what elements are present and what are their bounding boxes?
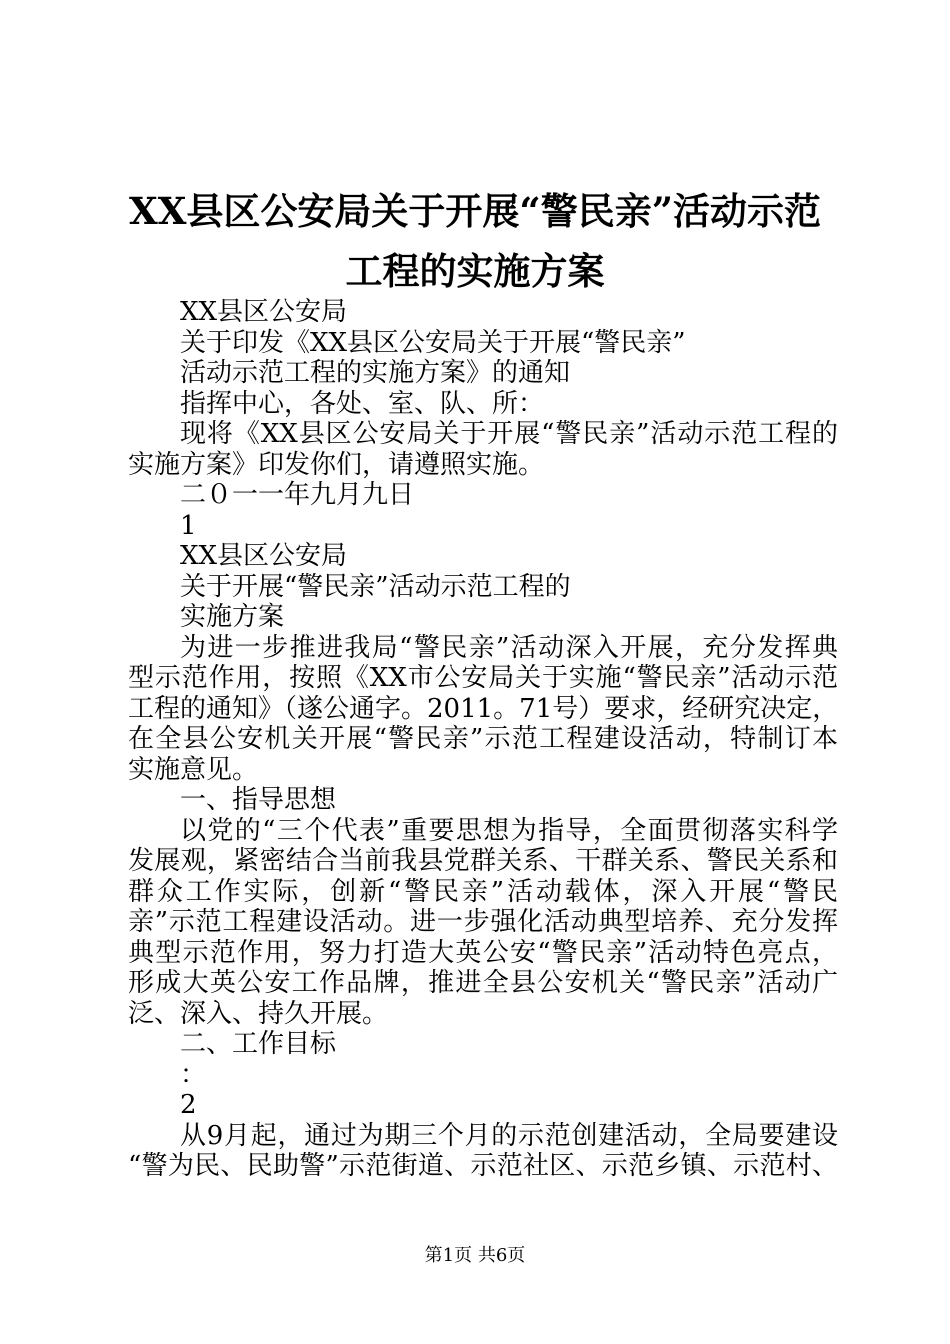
- text-line: 活动示范工程的实施方案》的通知: [180, 358, 571, 388]
- text-line: 亲”示范工程建设活动。进一步强化活动典型培养、充分发挥: [128, 907, 838, 937]
- text-line: “警为民、民助警”示范街道、示范社区、示范乡镇、示范村、: [128, 1151, 838, 1181]
- document-body: [128, 297, 838, 1182]
- text-line: 典型示范作用，努力打造大英公安“警民亲”活动特色亮点，: [128, 937, 838, 968]
- text-line: 在全县公安机关开展“警民亲”示范工程建设活动，特制订本: [128, 724, 838, 754]
- text-line: 从9月起，通过为期三个月的示范创建活动，全局要建设: [180, 1120, 838, 1151]
- page-footer: 第1页 共6页: [424, 1245, 526, 1266]
- text-line: 指挥中心，各处、室、队、所：: [180, 388, 545, 419]
- text-line: 形成大英公安工作品牌，推进全县公安机关“警民亲”活动广: [128, 968, 838, 998]
- text-line: 现将《XX县区公安局关于开展“警民亲”活动示范工程的: [180, 419, 838, 449]
- text-line: 1: [180, 510, 197, 541]
- text-line: 2: [180, 1090, 197, 1120]
- text-line: 二０一一年九月九日: [180, 480, 415, 510]
- text-line: 泛、深入、持久开展。: [128, 998, 389, 1029]
- text-line: 实施方案: [180, 602, 285, 632]
- text-line: 以党的“三个代表”重要思想为指导，全面贯彻落实科学: [180, 815, 838, 846]
- text-line: XX县区公安局: [180, 297, 348, 327]
- document-title-line-2: 工程的实施方案: [345, 249, 605, 293]
- text-line: 二、工作目标: [180, 1029, 337, 1059]
- text-line: 工程的通知》（遂公通字。2011。71号）要求，经研究决定，: [128, 693, 838, 724]
- text-line: ：: [180, 1059, 207, 1090]
- text-line: 群众工作实际，创新“警民亲”活动载体，深入开展“警民: [128, 876, 838, 907]
- text-line: 实施方案》印发你们，请遵照实施。: [128, 449, 545, 480]
- text-line: XX县区公安局: [180, 541, 348, 571]
- text-line: 为进一步推进我局“警民亲”活动深入开展，充分发挥典: [180, 632, 838, 663]
- text-line: 关于开展“警民亲”活动示范工程的: [180, 571, 571, 602]
- text-line: 关于印发《XX县区公安局关于开展“警民亲”: [180, 327, 686, 358]
- text-line: 型示范作用，按照《XX市公安局关于实施“警民亲”活动示范: [128, 663, 838, 693]
- text-line: 一、指导思想: [180, 785, 337, 815]
- text-line: 发展观，紧密结合当前我县党群关系、干群关系、警民关系和: [128, 846, 838, 876]
- document-title-line-1: XX县区公安局关于开展“警民亲”活动示范: [129, 189, 821, 233]
- text-line: 实施意见。: [128, 754, 259, 785]
